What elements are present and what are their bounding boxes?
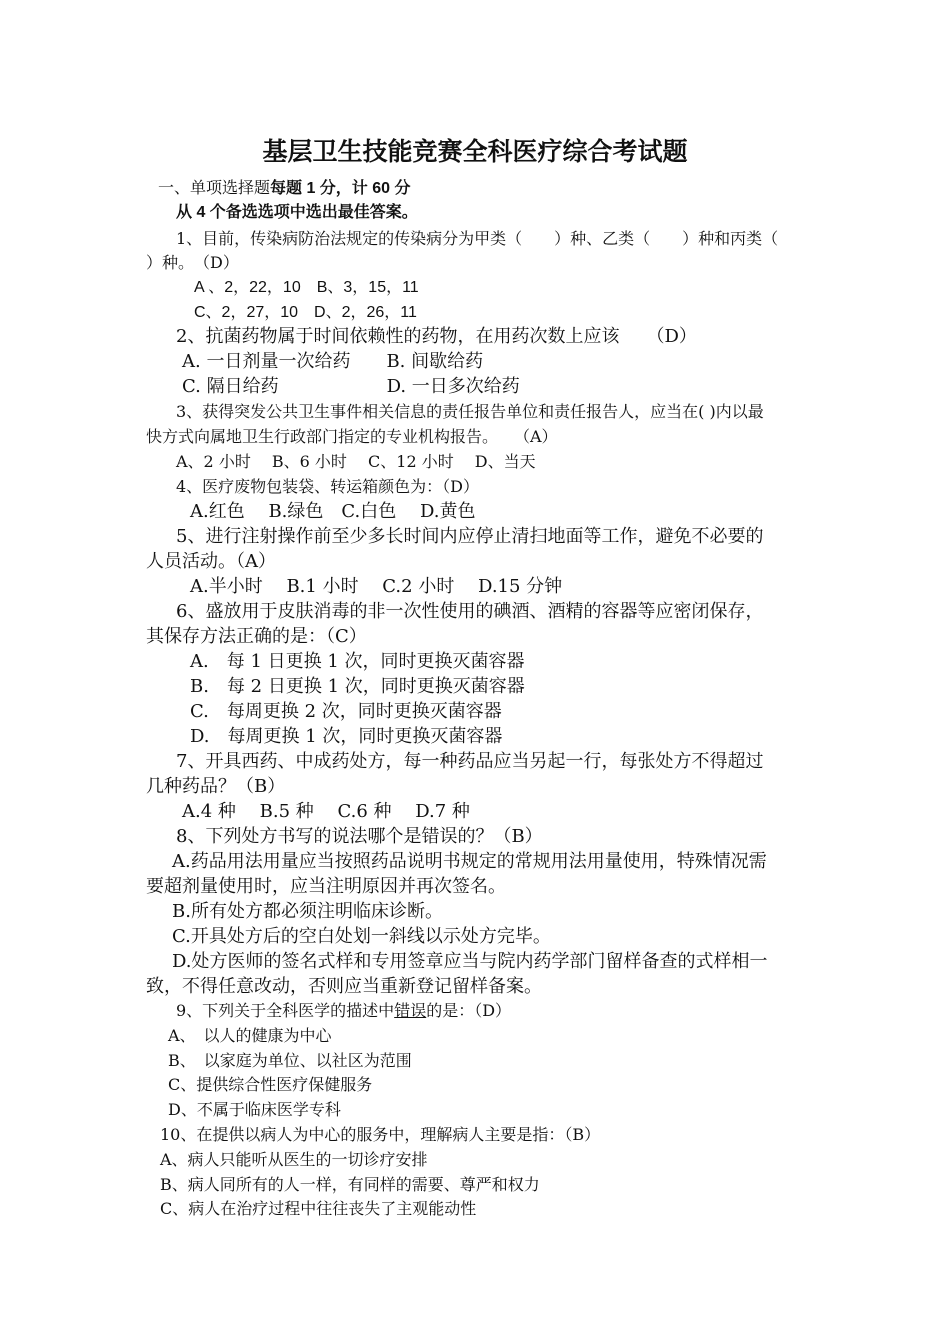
question-6-option-line: D. 每周更换 1 次，同时更换灭菌容器	[190, 726, 503, 747]
question-10-option-line: B、病人同所有的人一样，有同样的需要、尊严和权力	[160, 1175, 540, 1194]
question-10-option-line: C、病人在治疗过程中往往丧失了主观能动性	[160, 1199, 477, 1218]
question-2-option-line: C. 隔日给药 D. 一日多次给药	[182, 376, 520, 397]
question-7-option-line: A.4 种 B.5 种 C.6 种 D.7 种	[182, 801, 470, 822]
question-10-option-line: A、病人只能听从医生的一切诊疗安排	[160, 1150, 428, 1169]
question-6-line-1: 6、盛放用于皮肤消毒的非一次性使用的碘酒、酒精的容器等应密闭保存，	[176, 601, 764, 622]
question-5-option-line: A.半小时 B.1 小时 C.2 小时 D.15 分钟	[190, 576, 563, 597]
question-9-option-line: C、提供综合性医疗保健服务	[168, 1075, 373, 1094]
question-2-line-1: 2、抗菌药物属于时间依赖性的药物，在用药次数上应该 （D）	[176, 326, 697, 347]
question-4-option-line: A.红色 B.绿色 C.白色 D.黄色	[190, 501, 476, 522]
question-3-line-2: 快方式向属地卫生行政部门指定的专业机构报告。 （A）	[146, 427, 558, 446]
question-1-option-line: A 、2，22，10 B、3，15，11	[194, 279, 419, 296]
question-3-option-line: A、2 小时 B、6 小时 C、12 小时 D、当天	[176, 452, 536, 471]
question-2-option-line: A. 一日剂量一次给药 B. 间歇给药	[182, 351, 484, 372]
question-1-line-2: ）种。 （D）	[146, 253, 239, 272]
question-8-option-line: B.所有处方都必须注明临床诊断。	[172, 901, 443, 922]
question-8-option-line: C.开具处方后的空白处划一斜线以示处方完毕。	[172, 926, 551, 947]
question-5-line-2: 人员活动。（A）	[146, 551, 276, 572]
question-4-line-1: 4、医疗废物包装袋、转运箱颜色为：（D）	[176, 477, 480, 496]
question-8-line-1: 8、下列处方书写的说法哪个是错误的？（B）	[176, 826, 543, 847]
question-10-line-1: 10、在提供以病人为中心的服务中，理解病人主要是指：（B）	[160, 1125, 601, 1144]
section-heading-plain: 一、单项选择题	[158, 178, 271, 197]
question-1-line-1: 1、目前，传染病防治法规定的传染病分为甲类（ ）种、乙类（ ）种和丙类（	[176, 229, 779, 248]
question-8-option-line: 致，不得任意改动，否则应当重新登记留样备案。	[146, 976, 542, 997]
question-9-line-1	[176, 1001, 511, 1021]
section-instruction: 从 4 个备选选项中选出最佳答案。	[176, 204, 418, 221]
question-6-option-line: C. 每周更换 2 次，同时更换灭菌容器	[190, 701, 502, 722]
question-7-line-1: 7、开具西药、中成药处方，每一种药品应当另起一行，每张处方不得超过	[176, 751, 764, 772]
question-9-text-underlined: 错误	[394, 1001, 427, 1020]
question-9-text-pre: 9、下列关于全科医学的描述中	[176, 1001, 395, 1020]
question-3-line-1: 3、获得突发公共卫生事件相关信息的责任报告单位和责任报告人，应当在( )内以最	[176, 402, 764, 421]
section-heading-bold: 每题 1 分，计 60 分	[270, 180, 411, 197]
question-9-option-line: D、不属于临床医学专科	[168, 1100, 341, 1119]
question-6-option-line: A. 每 1 日更换 1 次，同时更换灭菌容器	[190, 651, 525, 672]
page-title: 基层卫生技能竞赛全科医疗综合考试题	[262, 137, 688, 166]
question-9-text-post: 的是：（D）	[426, 1001, 512, 1020]
question-5-line-1: 5、进行注射操作前至少多长时间内应停止清扫地面等工作，避免不必要的	[176, 526, 764, 547]
question-9-option-line: A、 以人的健康为中心	[168, 1026, 332, 1045]
question-8-option-line: 要超剂量使用时，应当注明原因并再次签名。	[146, 876, 506, 897]
question-1-option-line: C、2，27，10 D、2，26，11	[194, 304, 417, 321]
question-8-option-line: A.药品用法用量应当按照药品说明书规定的常规用法用量使用，特殊情况需	[172, 851, 767, 872]
question-9-option-line: B、 以家庭为单位、以社区为范围	[168, 1051, 412, 1070]
question-6-option-line: B. 每 2 日更换 1 次，同时更换灭菌容器	[190, 676, 525, 697]
question-7-line-2: 几种药品？（B）	[146, 776, 286, 797]
question-6-line-2: 其保存方法正确的是：（C）	[146, 626, 367, 647]
section-heading	[158, 178, 411, 199]
question-8-option-line: D.处方医师的签名式样和专用签章应当与院内药学部门留样备查的式样相一	[172, 951, 768, 972]
